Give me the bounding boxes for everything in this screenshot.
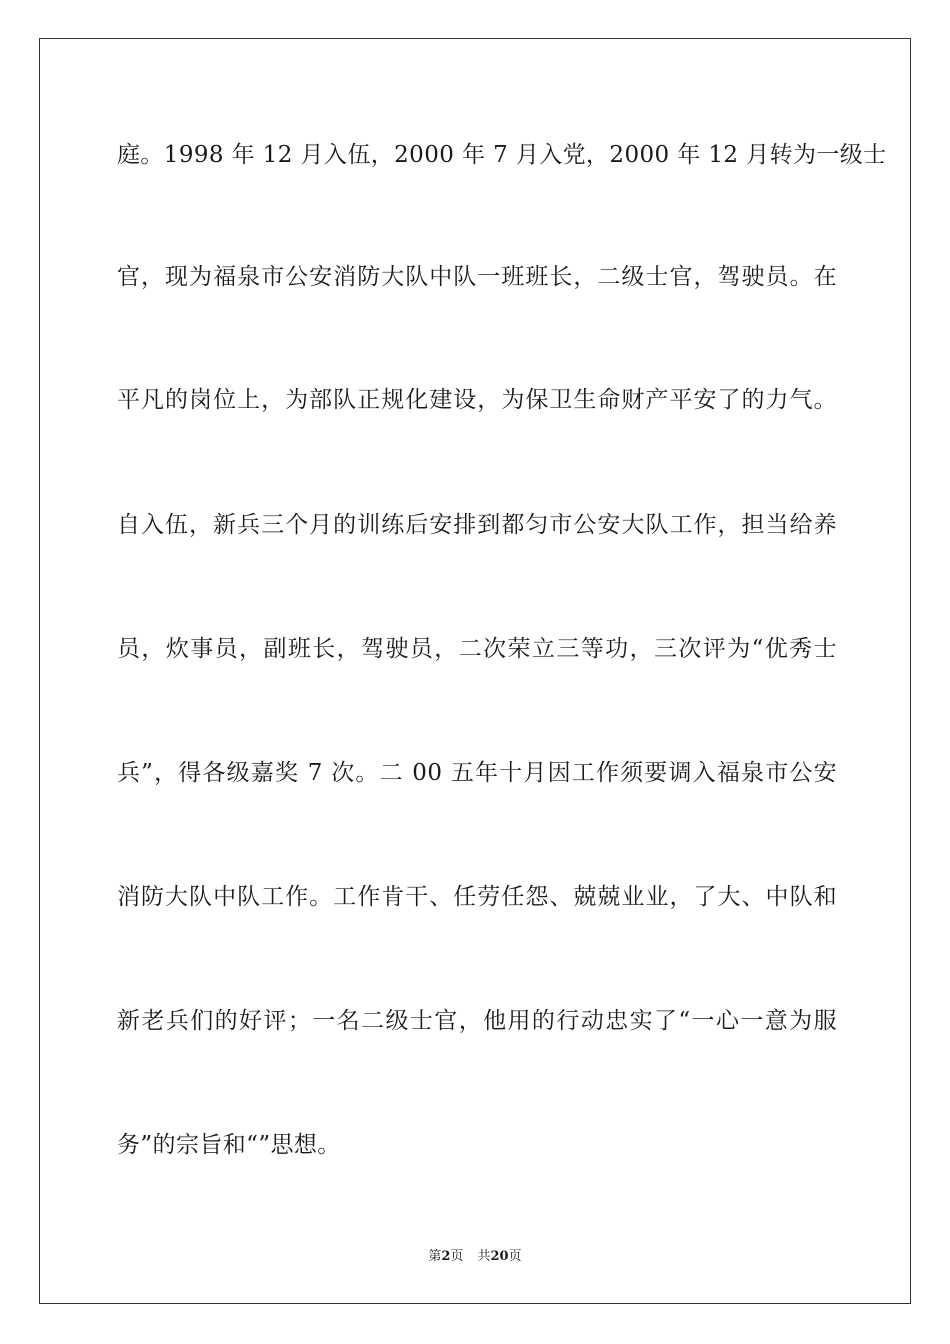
body-text-line-5: 员，炊事员，副班长，驾驶员，二次荣立三等功，三次评为“优秀士 [117,636,837,662]
page-number: 2 [441,1249,451,1264]
body-text-line-7: 消防大队中队工作。工作肯干、任劳任怨、兢兢业业，了大、中队和 [117,884,837,910]
page-footer [0,1248,950,1266]
body-text-line-9: 务”的宗旨和“”思想。 [117,1132,341,1158]
page-border [39,38,911,1304]
body-text-line-6: 兵”，得各级嘉奖 7 次。二 00 五年十月因工作须要调入福泉市公安 [117,760,837,786]
total-prefix: 共 [477,1249,491,1264]
total-pages: 20 [490,1249,509,1264]
total-suffix: 页 [508,1249,522,1264]
body-text-line-1: 庭。1998 年 12 月入伍，2000 年 7 月入党，2000 年 12 月转为一级士 [117,142,887,168]
body-text-line-4: 自入伍，新兵三个月的训练后安排到都匀市公安大队工作，担当给养 [117,512,837,538]
body-text-line-2: 官，现为福泉市公安消防大队中队一班班长，二级士官，驾驶员。在 [117,264,837,290]
page-prefix: 第 [428,1249,442,1264]
body-text-line-3: 平凡的岗位上，为部队正规化建设，为保卫生命财产平安了的力气。 [117,387,837,413]
body-text-line-8: 新老兵们的好评；一名二级士官，他用的行动忠实了“一心一意为服 [117,1008,837,1034]
page-suffix: 页 [450,1249,464,1264]
